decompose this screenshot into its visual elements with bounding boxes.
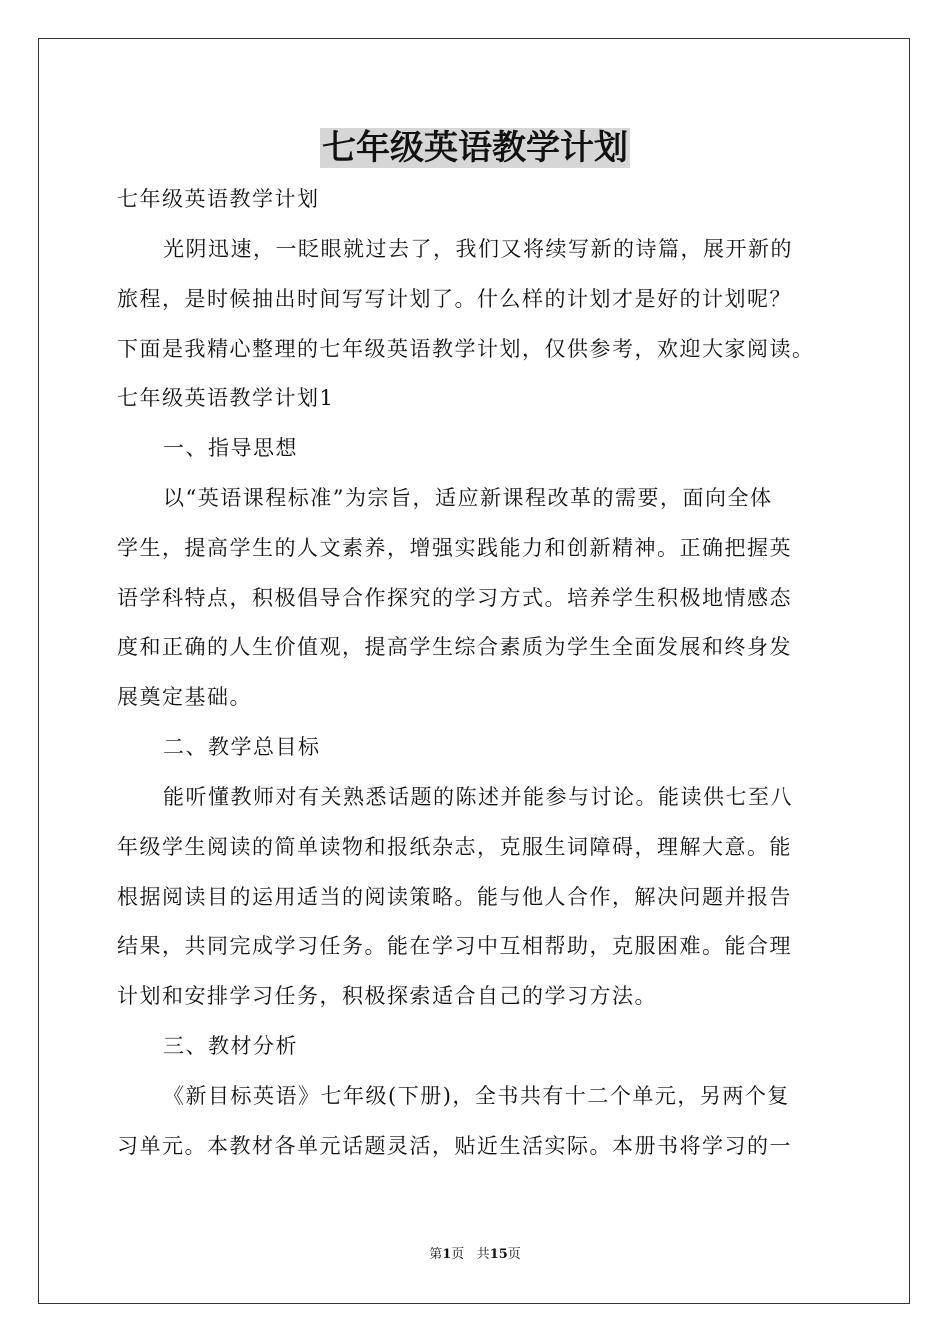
footer-page-number: 1 (442, 1247, 452, 1262)
paragraph-line: 能听懂教师对有关熟悉话题的陈述并能参与讨论。能读供七至八 (163, 785, 793, 809)
paragraph-line: 以“英语课程标准”为宗旨，适应新课程改革的需要，面向全体 (163, 486, 773, 510)
paragraph-line: 展奠定基础。 (117, 685, 252, 709)
paragraph-line: 《新目标英语》七年级(下册)，全书共有十二个单元，另两个复 (163, 1084, 790, 1108)
heading-teaching-goals: 二、教学总目标 (163, 735, 321, 759)
footer-page-prefix: 第 (429, 1247, 443, 1262)
footer-page-suffix: 页 (451, 1247, 465, 1262)
paragraph-line: 度和正确的人生价值观，提高学生综合素质为学生全面发展和终身发 (117, 635, 792, 659)
heading-guiding-thought: 一、指导思想 (163, 436, 298, 460)
intro-line: 旅程，是时候抽出时间写写计划了。什么样的计划才是好的计划呢？ (117, 287, 792, 311)
heading-textbook-analysis: 三、教材分析 (163, 1034, 298, 1058)
page-border (38, 38, 910, 1304)
intro-line: 光阴迅速，一眨眼就过去了，我们又将续写新的诗篇，展开新的 (163, 237, 793, 261)
section-title: 七年级英语教学计划1 (117, 386, 335, 410)
paragraph-line: 语学科特点，积极倡导合作探究的学习方式。培养学生积极地情感态 (117, 586, 792, 610)
paragraph-line: 年级学生阅读的简单读物和报纸杂志，克服生词障碍，理解大意。能 (117, 835, 792, 859)
paragraph-line: 习单元。本教材各单元话题灵活，贴近生活实际。本册书将学习的一 (117, 1134, 792, 1158)
page-footer (0, 1246, 950, 1264)
document-subtitle: 七年级英语教学计划 (117, 187, 320, 211)
paragraph-line: 结果，共同完成学习任务。能在学习中互相帮助，克服困难。能合理 (117, 934, 792, 958)
paragraph-line: 学生，提高学生的人文素养，增强实践能力和创新精神。正确把握英 (117, 536, 792, 560)
document-title (0, 126, 950, 170)
footer-total-prefix: 共 (476, 1247, 490, 1262)
footer-total-suffix: 页 (507, 1247, 521, 1262)
intro-line: 下面是我精心整理的七年级英语教学计划，仅供参考，欢迎大家阅读。 (117, 337, 815, 361)
paragraph-line: 根据阅读目的运用适当的阅读策略。能与他人合作，解决问题并报告 (117, 885, 792, 909)
paragraph-line: 计划和安排学习任务，积极探索适合自己的学习方法。 (117, 984, 657, 1008)
footer-total-pages: 15 (489, 1247, 508, 1262)
document-title-text: 七年级英语教学计划 (322, 128, 628, 168)
